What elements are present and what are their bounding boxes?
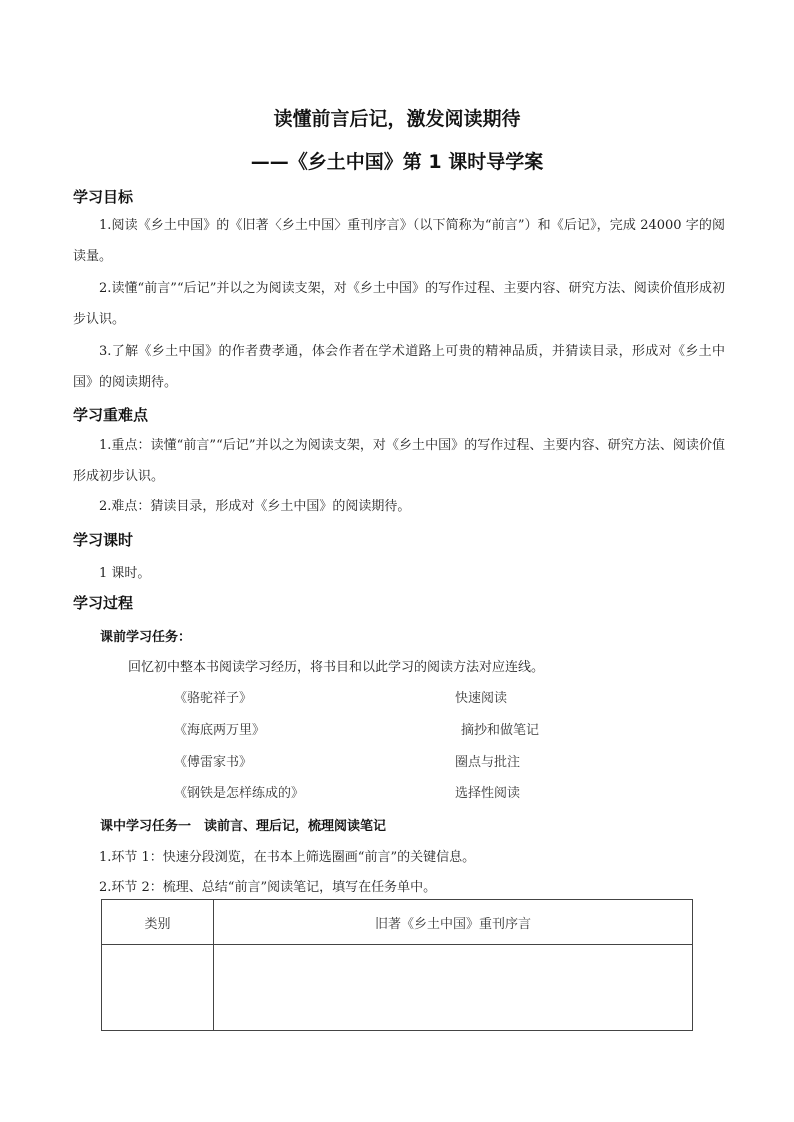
document-title: 读懂前言后记，激发阅读期待 (273, 108, 521, 130)
section-heading-hours: 学习课时 (73, 531, 134, 549)
hours-text: 1 课时。 (99, 566, 151, 581)
reading-notes-table (101, 899, 693, 1031)
goal-item-3: 3.了解《乡土中国》的作者费孝通，体会作者在学术道路上可贵的精神品质，并猜读目录，形成对《乡土中国》的阅读期待。 (73, 344, 725, 390)
method-item-3: 圈点与批注 (455, 755, 521, 770)
key-point-item-1: 1.重点：读懂“前言”“后记”并以之为阅读支架，对《乡土中国》的写作过程、主要内容、研究方法、阅读价值形成初步认识。 (73, 438, 725, 484)
goal-item-1: 1.阅读《乡土中国》的《旧著〈乡土中国〉重刊序言》（以下简称为“前言”）和《后记》，完成 24000 字的阅读量。 (73, 218, 725, 264)
section-heading-key-points: 学习重难点 (73, 406, 149, 424)
section-heading-goals: 学习目标 (73, 188, 134, 206)
table-header-category: 类别 (102, 900, 214, 945)
class-task1-step-1: 1.环节 1：快速分段浏览，在书本上筛选圈画“前言”的关键信息。 (99, 850, 476, 865)
method-item-1: 快速阅读 (455, 691, 508, 706)
book-item-3: 《傅雷家书》 (174, 755, 253, 770)
table-header-preface: 旧著《乡土中国》重刊序言 (214, 900, 693, 945)
book-item-4: 《钢铁是怎样练成的》 (174, 786, 305, 801)
goal-item-2: 2.读懂“前言”“后记”并以之为阅读支架，对《乡土中国》的写作过程、主要内容、研究方法、阅读价值形成初步认识。 (73, 281, 725, 327)
key-point-item-2: 2.难点：猜读目录，形成对《乡土中国》的阅读期待。 (99, 499, 411, 514)
table-cell-category[interactable] (102, 945, 214, 1031)
method-item-4: 选择性阅读 (455, 786, 521, 801)
section-heading-process: 学习过程 (73, 594, 134, 612)
pre-task-title: 课前学习任务： (100, 630, 192, 645)
class-task1-title: 课中学习任务一 读前言、理后记，梳理阅读笔记 (100, 819, 387, 834)
table-header-row (102, 900, 693, 945)
table-cell-notes[interactable] (214, 945, 693, 1031)
method-item-2: 摘抄和做笔记 (461, 723, 540, 738)
pre-task-instruction: 回忆初中整本书阅读学习经历，将书目和以此学习的阅读方法对应连线。 (128, 660, 545, 675)
table-row (102, 945, 693, 1031)
book-item-1: 《骆驼祥子》 (174, 691, 253, 706)
book-item-2: 《海底两万里》 (174, 723, 266, 738)
document-subtitle: ——《乡土中国》第 1 课时导学案 (250, 151, 544, 173)
class-task1-step-2: 2.环节 2：梳理、总结“前言”阅读笔记，填写在任务单中。 (99, 880, 437, 895)
